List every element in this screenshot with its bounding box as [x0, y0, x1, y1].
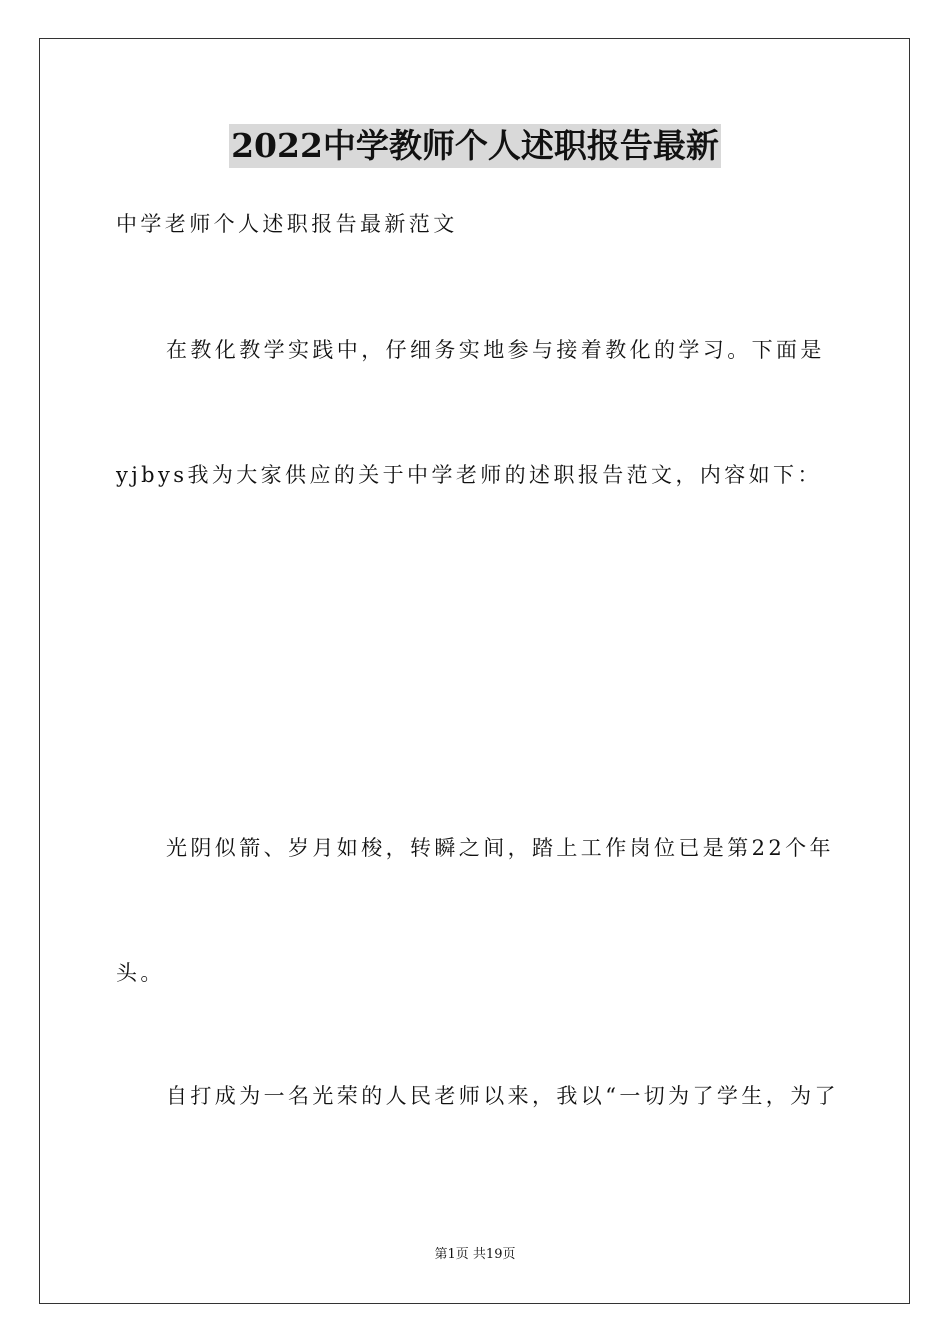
document-subtitle: 中学老师个人述职报告最新范文	[116, 212, 458, 236]
paragraph-1-line-2: yjbys我为大家供应的关于中学老师的述职报告范文，内容如下：	[116, 463, 822, 487]
paragraph-1-line-1: 在教化教学实践中，仔细务实地参与接着教化的学习。下面是	[166, 338, 825, 362]
document-title: 2022中学教师个人述职报告最新	[229, 124, 721, 168]
page-footer: 第1页 共19页	[434, 1247, 516, 1262]
paragraph-3-line-1: 自打成为一名光荣的人民老师以来，我以“一切为了学生，为了	[166, 1084, 839, 1108]
paragraph-2-line-1: 光阴似箭、岁月如梭，转瞬之间，踏上工作岗位已是第22个年	[166, 836, 834, 860]
paragraph-2-line-2: 头。	[116, 961, 165, 985]
title-container	[0, 124, 950, 168]
